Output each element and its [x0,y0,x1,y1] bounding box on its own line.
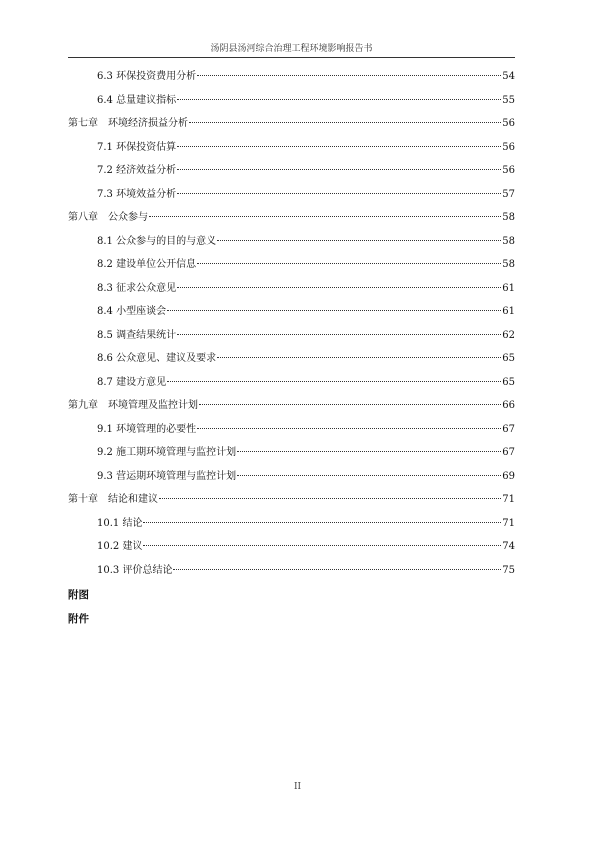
toc-dot-leader [197,427,501,429]
header-title: 汤阴县汤河综合治理工程环境影响报告书 [210,44,373,54]
toc-entry-label: 7.2 经济效益分析 [97,165,177,176]
toc-entry-label: 8.4 小型座谈会 [97,306,167,317]
toc-dot-leader [177,168,501,170]
toc-section-entry[interactable] [68,70,515,84]
toc-dot-leader [199,403,501,405]
toc-dot-leader [177,192,501,194]
toc-entry-label: 8.6 公众意见、建议及要求 [97,353,217,364]
toc-entry-page: 67 [502,447,515,458]
toc-dot-leader [177,98,501,100]
toc-entry-page: 56 [502,141,515,153]
toc-entry-page: 69 [502,470,515,482]
toc-dot-leader [177,286,501,288]
toc-entry-page: 66 [502,400,515,411]
toc-section-entry[interactable] [68,470,515,484]
toc-entry-page: 67 [502,423,515,435]
toc-dot-leader [149,215,501,217]
toc-entry-label: 7.1 环保投资估算 [97,141,177,153]
toc-dot-leader [237,474,501,476]
toc-entry-label: 8.3 征求公众意见 [97,282,177,294]
toc-dot-leader [143,521,501,523]
toc-entry-label: 9.1 环境管理的必要性 [97,423,197,435]
toc-section-entry[interactable] [68,540,515,554]
toc-entry-page: 56 [502,118,515,129]
toc-entry-page: 61 [502,306,515,317]
toc-section-entry[interactable] [68,446,515,460]
toc-entry-page: 71 [502,517,515,529]
toc-dot-leader [177,145,501,147]
toc-entry-label: 6.3 环保投资费用分析 [97,71,197,82]
page-number: II [293,782,302,792]
toc-entry-label: 10.1 结论 [97,517,143,529]
toc-entry-page: 61 [502,282,515,294]
toc-entry-page: 65 [502,353,515,364]
toc-entry-label: 第七章 环境经济损益分析 [68,118,188,129]
toc-entry-page: 58 [502,259,515,270]
toc-section-entry[interactable] [68,352,515,366]
toc-entry-label: 8.7 建设方意见 [97,376,167,388]
toc-entry-page: 54 [502,71,515,82]
toc-section-entry[interactable] [68,564,515,578]
toc-dot-leader [197,74,501,76]
toc-chapter-entry[interactable] [68,399,515,413]
appendix-figures[interactable]: 附图 [68,589,89,601]
toc-section-entry[interactable] [68,423,515,437]
toc-section-entry[interactable] [68,517,515,531]
toc-chapter-entry[interactable] [68,211,515,225]
toc-section-entry[interactable] [68,141,515,155]
page-header [68,41,515,58]
toc-dot-leader [143,544,501,546]
toc-dot-leader [167,380,501,382]
toc-chapter-entry[interactable] [68,117,515,131]
toc-entry-label: 6.4 总量建议指标 [97,94,177,106]
toc-entry-label: 8.1 公众参与的目的与意义 [97,235,217,247]
toc-dot-leader [197,262,501,264]
toc-entry-page: 56 [502,165,515,176]
toc-entry-label: 第十章 结论和建议 [68,494,158,505]
toc-dot-leader [177,333,501,335]
toc-entry-label: 第八章 公众参与 [68,212,148,223]
toc-dot-leader [173,568,501,570]
toc-entry-page: 57 [502,188,515,200]
toc-dot-leader [217,356,501,358]
toc-section-entry[interactable] [68,164,515,178]
toc-entry-page: 58 [502,212,515,223]
toc-section-entry[interactable] [68,94,515,108]
toc-section-entry[interactable] [68,376,515,390]
toc-entry-label: 10.2 建议 [97,541,143,552]
toc-entry-label: 7.3 环境效益分析 [97,188,177,200]
toc-entry-page: 74 [502,541,515,552]
toc-section-entry[interactable] [68,329,515,343]
toc-section-entry[interactable] [68,305,515,319]
toc-entry-page: 62 [502,329,515,341]
toc-entry-page: 65 [502,376,515,388]
appendix-attachments[interactable]: 附件 [68,613,89,625]
toc-dot-leader [217,239,501,241]
toc-entry-page: 75 [502,564,515,576]
toc-entry-label: 9.3 营运期环境管理与监控计划 [97,470,237,482]
toc-entry-page: 71 [502,494,515,505]
toc-dot-leader [189,121,501,123]
toc-entry-label: 8.2 建设单位公开信息 [97,259,197,270]
toc-entry-label: 8.5 调查结果统计 [97,329,177,341]
toc-entry-label: 第九章 环境管理及监控计划 [68,400,198,411]
toc-section-entry[interactable] [68,235,515,249]
toc-dot-leader [167,309,501,311]
toc-dot-leader [159,497,501,499]
toc-chapter-entry[interactable] [68,493,515,507]
toc-entry-page: 58 [502,235,515,247]
toc-entry-page: 55 [502,94,515,106]
toc-section-entry[interactable] [68,188,515,202]
toc-section-entry[interactable] [68,282,515,296]
toc-section-entry[interactable] [68,258,515,272]
toc-entry-label: 9.2 施工期环境管理与监控计划 [97,447,237,458]
toc-dot-leader [237,450,501,452]
toc-entry-label: 10.3 评价总结论 [97,564,173,576]
